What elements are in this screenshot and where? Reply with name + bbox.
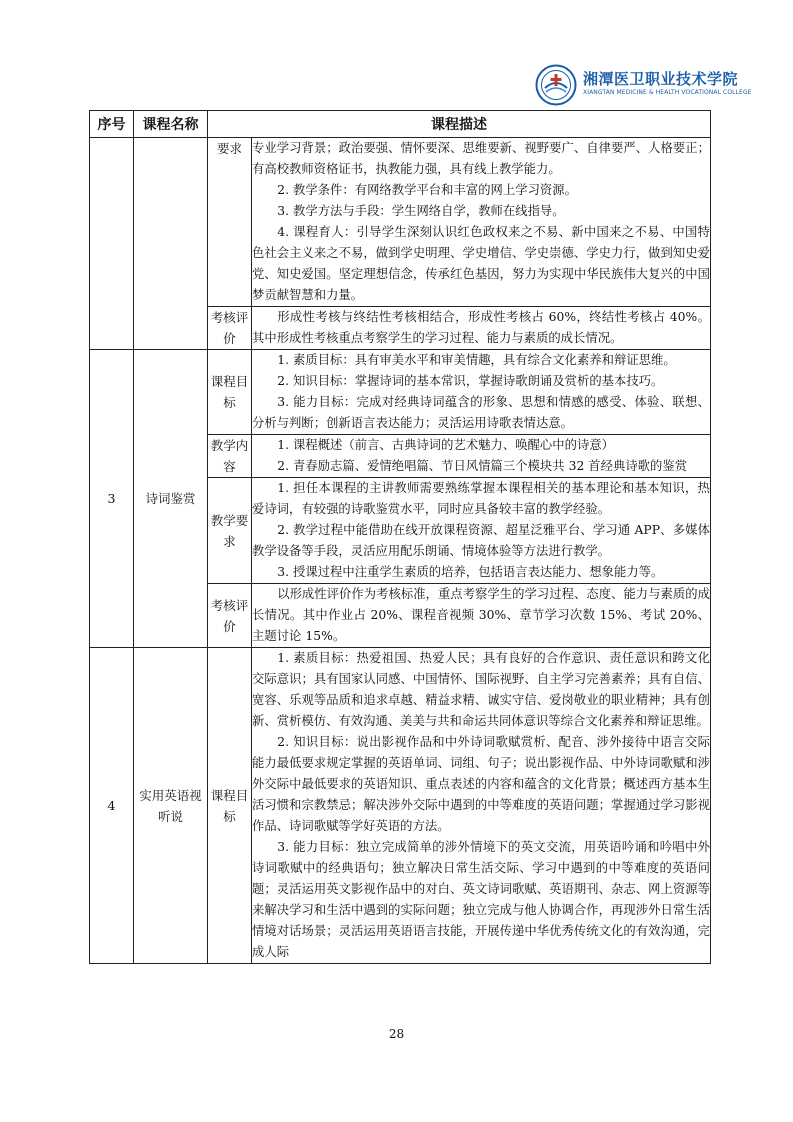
header-course-name: 课程名称 [134,111,208,138]
course-number: 4 [90,648,134,964]
cont-no-cell [90,138,134,350]
course-number: 3 [90,350,134,648]
cont-req-desc [252,138,711,307]
desc-line: 2. 知识目标：掌握诗词的基本常识，掌握诗歌朗诵及赏析的基本技巧。 [277,374,664,388]
table-row [90,350,711,435]
cont-eval-desc [252,307,711,350]
page-number: 28 [388,1027,405,1041]
desc-line: 形成性考核与终结性考核相结合，形成性考核占 60%，终结性考核占 40%。其中形成性考核重点考察学生的学习过程、能力与素质的成长情况。 [252,310,710,345]
goal-desc [252,648,711,964]
req-label: 教学要求 [208,478,252,584]
school-emblem-icon [535,64,577,106]
content-label: 教学内容 [208,435,252,478]
school-name: 湘潭医卫职业技术学院 [583,70,739,88]
desc-line: 3. 授课过程中注重学生素质的培养，包括语言表达能力、想象能力等。 [277,565,664,579]
header-course-desc: 课程描述 [208,111,711,138]
desc-line: 4. 课程育人：引导学生深刻认识红色政权来之不易、新中国来之不易、中国特色社会主义来之不易，做到学史明理、学史增信、学史崇德、学史力行，做到知史爱党、知史爱国。坚定理想信念，传承红色基因，努力为实现中华民族伟大复兴的中国梦贡献智慧和力量。 [252,225,710,302]
course-name: 实用英语视听说 [134,648,208,964]
desc-line: 1. 担任本课程的主讲教师需要熟练掌握本课程相关的基本理论和基本知识，热爱诗词，有较强的诗歌鉴赏水平，同时应具备较丰富的教学经验。 [252,481,710,516]
table-header-row [90,111,711,138]
desc-line: 1. 素质目标：具有审美水平和审美情趣，具有综合文化素养和辩证思维。 [277,353,676,367]
school-logo [535,64,752,108]
desc-line: 2. 青春励志篇、爱情绝唱篇、节日风情篇三个模块共 32 首经典诗歌的鉴赏 [277,459,688,473]
table-row [90,138,711,307]
goal-label: 课程目标 [208,648,252,964]
cont-name-cell [134,138,208,350]
eval-desc [252,584,711,648]
course-name: 诗词鉴赏 [134,350,208,648]
goal-label: 课程目标 [208,350,252,435]
goal-desc [252,350,711,435]
desc-line: 3. 能力目标：完成对经典诗词蕴含的形象、思想和情感的感受、体验、联想、分析与判断；创新语言表达能力；灵活运用诗歌表情达意。 [252,395,710,430]
desc-line: 2. 教学条件：有网络教学平台和丰富的网上学习资源。 [277,183,577,197]
eval-label: 考核评价 [208,584,252,648]
desc-line: 3. 能力目标：独立完成简单的涉外情境下的英文交流，用英语吟诵和吟唱中外诗词歌赋中的经典语句；独立解决日常生活交际、学习中遇到的中等难度的英语问题；灵活运用英文影视作品中的对白、英文诗词歌赋、英语期刊、杂志、网上资源等来解决学习和生活中遇到的实际问题；独立完成与他人协调合作，再现涉外日常生活情境对话场景；灵活运用英语语言技能，开展传递中华优秀传统文化的有效沟通，完成人际 [252,840,710,959]
desc-line: 专业学习背景；政治要强、情怀要深、思维要新、视野要广、自律要严、人格要正；有高校教师资格证书，执教能力强，具有线上教学能力。 [252,141,710,176]
req-desc [252,478,711,584]
header-no: 序号 [90,111,134,138]
desc-line: 2. 教学过程中能借助在线开放课程资源、超星泛雅平台、学习通 APP、多媒体教学设备等手段，灵活应用配乐朗诵、情境体验等方法进行教学。 [252,523,710,558]
content-desc [252,435,711,478]
desc-line: 3. 教学方法与手段：学生网络自学，教师在线指导。 [277,204,565,218]
desc-line: 2. 知识目标：说出影视作品和中外诗词歌赋赏析、配音、涉外接待中语言交际能力最低要求规定掌握的英语单词、词组、句子；说出影视作品、中外诗词歌赋和涉外交际中最低要求的英语知识、重点表述的内容和蕴含的文化背景；概述西方基本生活习惯和宗教禁忌；解决涉外交际中遇到的中等难度的英语问题；掌握通过学习影视作品、诗词歌赋等学好英语的方法。 [252,735,710,833]
cont-eval-label: 考核评价 [208,307,252,350]
desc-line: 以形成性评价作为考核标准，重点考察学生的学习过程、态度、能力与素质的成长情况。其中作业占 20%、课程音视频 30%、章节学习次数 15%、考试 20%、主题讨论 15%。 [252,587,710,643]
school-name-en: XIANGTAN MEDICINE & HEALTH VOCATIONAL COLLEGE [583,89,752,96]
desc-line: 1. 素质目标：热爱祖国、热爱人民；具有良好的合作意识、责任意识和跨文化交际意识；具有国家认同感、中国情怀、国际视野、自主学习完善素养；具有自信、宽容、乐观等品质和追求卓越、精益求精、诚实守信、爱岗敬业的职业精神；具有创新、赏析模仿、有效沟通、美美与共和命运共同体意识等综合文化素养和辩证思维。 [252,651,710,728]
desc-line: 1. 课程概述（前言、古典诗词的艺术魅力、唤醒心中的诗意） [277,438,615,452]
cont-req-label: 要求 [208,138,252,307]
table-row [90,648,711,964]
course-table [89,110,711,964]
